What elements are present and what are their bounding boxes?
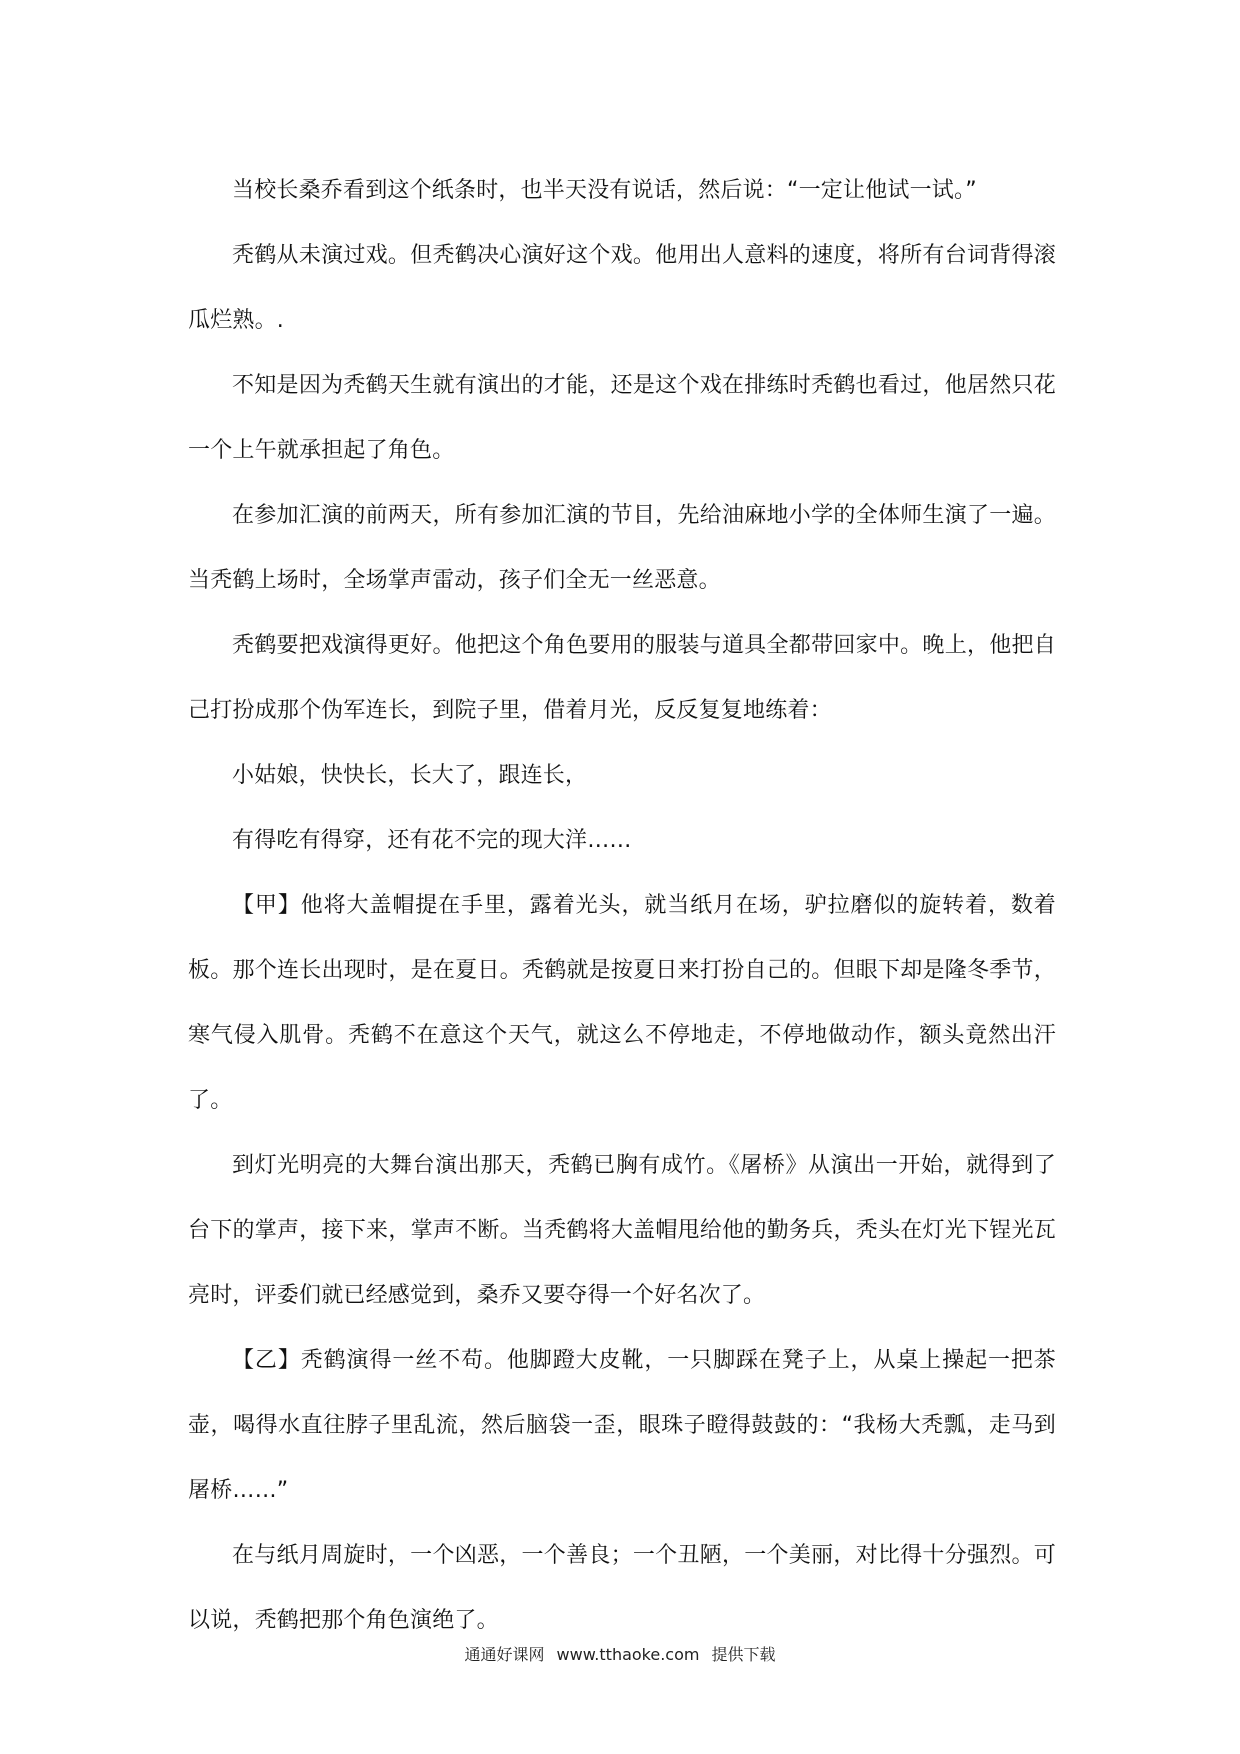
footer-suffix: 提供下载 [711,1645,776,1664]
footer-site-name: 通通好课网 [464,1645,545,1664]
verse-line: 小姑娘，快快长，长大了，跟连长， [232,763,588,788]
verse-line: 有得吃有得穿，还有花不完的现大洋…… [232,828,632,853]
paragraph: 秃鹤从未演过戏。但秃鹤决心演好这个戏。他用出人意料的速度，将所有台词背得滚瓜烂熟。. [188,243,1056,333]
page-footer [0,1643,1240,1667]
paragraph: 在与纸月周旋时，一个凶恶，一个善良；一个丑陋，一个美丽，对比得十分强烈。可以说，秃鹤把那个角色演绝了。 [188,1543,1056,1633]
footer-url: www.tthaoke.com [556,1645,700,1664]
paragraph: 到灯光明亮的大舞台演出那天，秃鹤已胸有成竹。《屠桥》从演出一开始，就得到了台下的掌声，接下来，掌声不断。当秃鹤将大盖帽甩给他的勤务兵，秃头在灯光下锃光瓦亮时，评委们就已经感觉到，桑乔又要夺得一个好名次了。 [188,1153,1056,1308]
paragraph-jia: 【甲】他将大盖帽提在手里，露着光头，就当纸月在场，驴拉磨似的旋转着，数着板。那个连长出现时，是在夏日。秃鹤就是按夏日来打扮自己的。但眼下却是隆冬季节，寒气侵入肌骨。秃鹤不在意这个天气，就这么不停地走，不停地做动作，额头竟然出汗了。 [188,893,1056,1113]
paragraph: 秃鹤要把戏演得更好。他把这个角色要用的服装与道具全都带回家中。晚上，他把自己打扮成那个伪军连长，到院子里，借着月光，反反复复地练着： [188,633,1056,723]
document-body [188,158,1056,1653]
paragraph: 在参加汇演的前两天，所有参加汇演的节目，先给油麻地小学的全体师生演了一遍。当秃鹤上场时，全场掌声雷动，孩子们全无一丝恶意。 [188,503,1056,593]
paragraph-yi: 【乙】秃鹤演得一丝不苟。他脚蹬大皮靴，一只脚踩在凳子上，从桌上操起一把茶壶，喝得水直往脖子里乱流，然后脑袋一歪，眼珠子瞪得鼓鼓的：“我杨大秃瓢，走马到屠桥……” [188,1348,1056,1503]
paragraph: 当校长桑乔看到这个纸条时，也半天没有说话，然后说：“一定让他试一试。” [232,178,977,203]
paragraph: 不知是因为秃鹤天生就有演出的才能，还是这个戏在排练时秃鹤也看过，他居然只花一个上午就承担起了角色。 [188,373,1056,463]
